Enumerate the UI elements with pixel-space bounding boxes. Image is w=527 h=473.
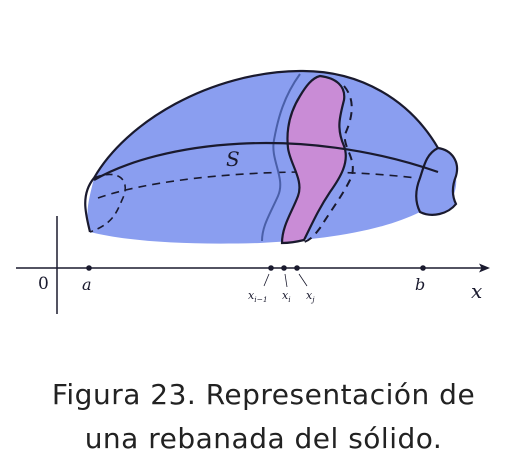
point-b-label: b xyxy=(415,275,426,294)
point-xj-base: x xyxy=(306,289,313,302)
pointer-xi-minus-1 xyxy=(264,274,269,286)
point-xi-minus-1-sub: i−1 xyxy=(254,295,268,304)
point-xi-dot xyxy=(281,265,287,271)
point-xj-label xyxy=(306,289,315,304)
figure-caption xyxy=(0,373,527,461)
axis-x-label: x xyxy=(471,279,483,303)
solid-label: S xyxy=(226,147,240,171)
point-xi-minus-1-base: x xyxy=(248,289,255,302)
point-xi-minus-1-dot xyxy=(268,265,274,271)
pointer-xi xyxy=(285,274,287,287)
point-xj-sub: j xyxy=(312,295,315,304)
solid-body xyxy=(87,71,456,244)
point-xi-minus-1-label xyxy=(248,289,268,304)
point-xi-sub: i xyxy=(288,295,291,304)
point-a-dot xyxy=(86,265,92,271)
origin-label: 0 xyxy=(38,274,49,294)
point-xj-dot xyxy=(294,265,300,271)
point-xi-label xyxy=(282,289,291,304)
point-xi-base: x xyxy=(282,289,289,302)
point-b-dot xyxy=(420,265,426,271)
pointer-xj xyxy=(299,274,307,286)
point-a-label: a xyxy=(82,275,92,294)
caption-line-1: Figura 23. Representación de xyxy=(51,378,476,411)
caption-line-2: una rebanada del sólido. xyxy=(84,422,443,455)
